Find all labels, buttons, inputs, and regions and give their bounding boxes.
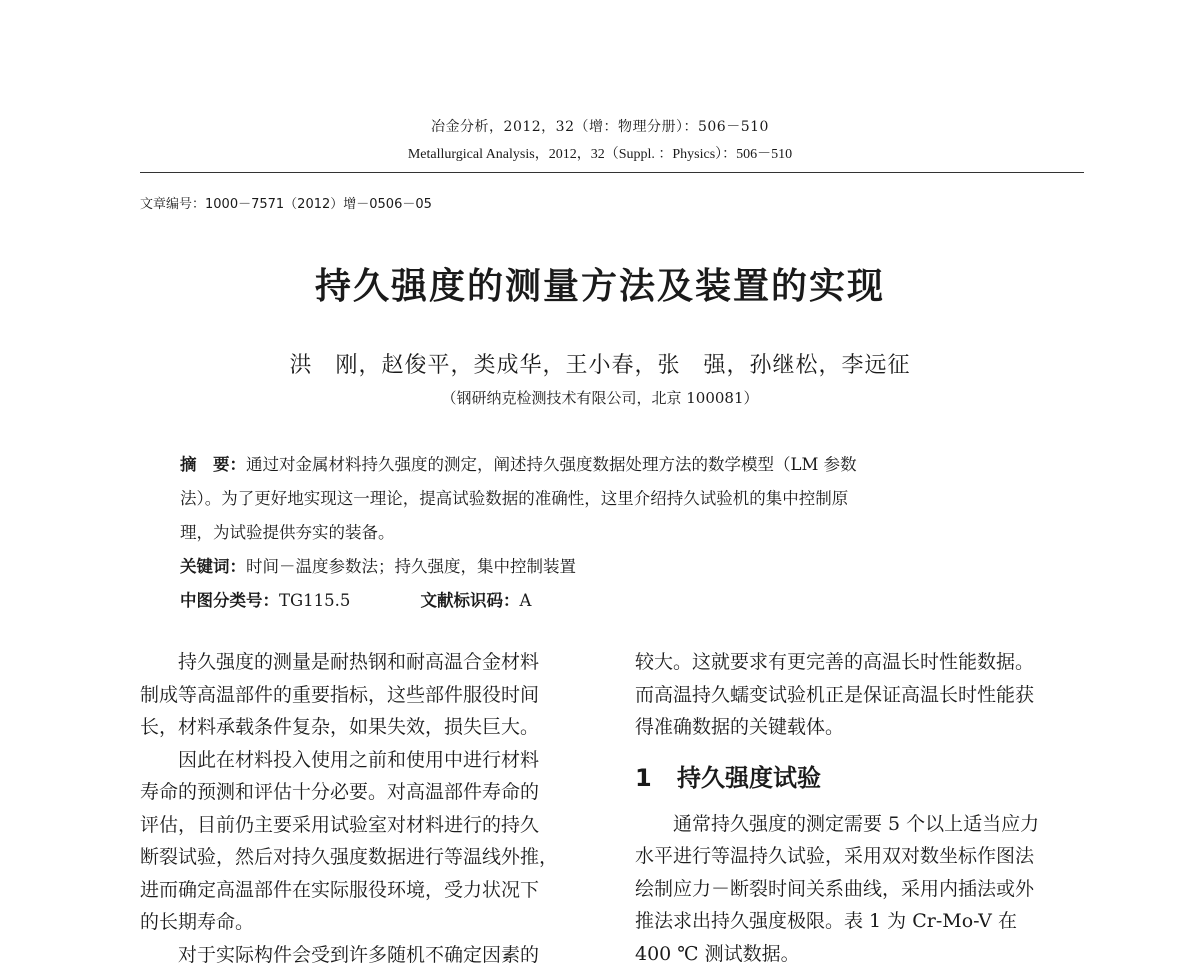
body-line: 较大。这就要求有更完善的高温长时性能数据。 <box>635 646 1085 679</box>
header-divider <box>140 172 1084 173</box>
keywords-line <box>180 550 1050 584</box>
keywords-text: 时间－温度参数法；持久强度，集中控制装置 <box>246 557 576 576</box>
body-line: 对于实际构件会受到许多随机不确定因素的 <box>140 939 590 971</box>
body-line: 推法求出持久强度极限。表 1 为 Cr-Mo-V 在 <box>635 905 1085 938</box>
section-heading <box>635 758 1085 798</box>
clc-value: TG115.5 <box>279 591 350 610</box>
body-line: 因此在材料投入使用之前和使用中进行材料 <box>140 744 590 777</box>
body-line: 水平进行等温持久试验，采用双对数坐标作图法 <box>635 840 1085 873</box>
keywords-label: 关键词： <box>180 557 246 576</box>
body-line: 400 ℃ 测试数据。 <box>635 938 1085 971</box>
paper-title: 持久强度的测量方法及装置的实现 <box>0 258 1200 309</box>
abstract-label: 摘 要： <box>180 455 246 474</box>
body-line: 的长期寿命。 <box>140 906 590 939</box>
left-column <box>140 646 590 971</box>
section-number: 1 <box>635 758 677 798</box>
clc-label: 中图分类号： <box>180 591 279 610</box>
doc-code-value: A <box>519 591 531 610</box>
body-line: 断裂试验，然后对持久强度数据进行等温线外推， <box>140 841 590 874</box>
abstract-line: 理，为试验提供夯实的装备。 <box>180 516 1050 550</box>
body-line: 进而确定高温部件在实际服役环境，受力状况下 <box>140 874 590 907</box>
body-line: 而高温持久蠕变试验机正是保证高温长时性能获 <box>635 679 1085 712</box>
classification-line <box>180 584 1050 618</box>
journal-citation-cn: 冶金分析，2012，32（增：物理分册）：506－510 <box>0 116 1200 136</box>
body-line: 通常持久强度的测定需要 5 个以上适当应力 <box>635 808 1085 841</box>
right-column <box>635 646 1085 970</box>
abstract-line <box>180 448 1050 482</box>
body-line: 寿命的预测和评估十分必要。对高温部件寿命的 <box>140 776 590 809</box>
body-line: 评估，目前仍主要采用试验室对材料进行的持久 <box>140 809 590 842</box>
body-line: 绘制应力－断裂时间关系曲线，采用内插法或外 <box>635 873 1085 906</box>
body-line: 长，材料承载条件复杂，如果失效，损失巨大。 <box>140 711 590 744</box>
body-line: 持久强度的测量是耐热钢和耐高温合金材料 <box>140 646 590 679</box>
body-line: 制成等高温部件的重要指标，这些部件服役时间 <box>140 679 590 712</box>
journal-citation-en: Metallurgical Analysis，2012，32（Suppl. ：Physics）：506－510 <box>0 143 1200 163</box>
author-list: 洪 刚，赵俊平，类成华，王小春，张 强，孙继松，李远征 <box>0 348 1200 379</box>
doc-code-label: 文献标识码： <box>420 591 519 610</box>
affiliation: （钢研纳克检测技术有限公司，北京 100081） <box>0 387 1200 408</box>
abstract-text: 通过对金属材料持久强度的测定，阐述持久强度数据处理方法的数学模型（LM 参数 <box>246 455 857 474</box>
abstract-block <box>180 448 1050 618</box>
article-number: 文章编号：1000－7571（2012）增－0506－05 <box>140 193 432 212</box>
section-title: 持久强度试验 <box>677 764 821 792</box>
abstract-line: 法）。为了更好地实现这一理论，提高试验数据的准确性，这里介绍持久试验机的集中控制原 <box>180 482 1050 516</box>
body-line: 得准确数据的关键载体。 <box>635 711 1085 744</box>
